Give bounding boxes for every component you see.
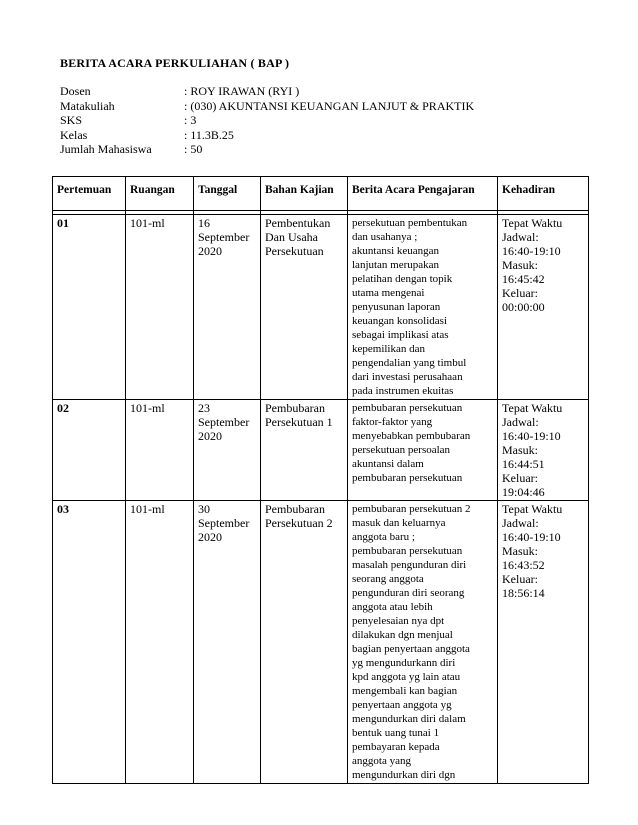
info-label: Dosen [60, 84, 91, 98]
cell-kehadiran-line: Jadwal: [502, 516, 539, 530]
cell-berita-acara-line: mengundurkan diri dalam [352, 713, 466, 725]
cell-kehadiran-line: 16:40-19:10 [502, 244, 561, 258]
cell-tanggal-line: 2020 [198, 429, 222, 443]
header-bahan-kajian: Bahan Kajian [261, 177, 348, 211]
info-value: : 11.3B.25 [184, 127, 234, 142]
cell-berita-acara-line: anggota atau lebih [352, 601, 433, 613]
info-row-jumlah-mahasiswa [60, 142, 474, 157]
cell-bahan-kajian [261, 215, 348, 400]
cell-tanggal [194, 215, 261, 400]
cell-pertemuan: 03 [53, 501, 126, 784]
cell-berita-acara-line: pengunduran diri seorang [352, 587, 465, 599]
cell-berita-acara [348, 501, 498, 784]
cell-tanggal-line: 16 [198, 216, 210, 230]
cell-berita-acara [348, 215, 498, 400]
cell-kehadiran-line: 16:40-19:10 [502, 530, 561, 544]
cell-kehadiran-line: Keluar: [502, 572, 538, 586]
table-row [53, 215, 589, 400]
cell-kehadiran-line: 16:45:42 [502, 272, 545, 286]
cell-bahan-kajian-line: Dan Usaha [265, 230, 318, 244]
cell-kehadiran-line: 19:04:46 [502, 485, 545, 499]
cell-berita-acara-line: pembubaran persekutuan 2 [352, 503, 471, 515]
cell-kehadiran [498, 215, 589, 400]
cell-tanggal-line: 23 [198, 401, 210, 415]
cell-kehadiran-line: Keluar: [502, 471, 538, 485]
cell-berita-acara-line: bagian penyertaan anggota [352, 643, 470, 655]
cell-berita-acara-line: pengendalian yang timbul [352, 357, 467, 369]
cell-berita-acara-line: kpd anggota yg lain atau [352, 671, 461, 683]
cell-bahan-kajian [261, 400, 348, 501]
cell-tanggal-line: September [198, 516, 250, 530]
cell-ruangan: 101-ml [126, 400, 194, 501]
cell-berita-acara-line: mengundurkan diri dgn [352, 769, 456, 781]
cell-kehadiran-line: Masuk: [502, 443, 538, 457]
cell-berita-acara-line: dilakukan dgn menjual [352, 629, 453, 641]
cell-berita-acara-line: pembubaran persekutuan [352, 472, 463, 484]
cell-berita-acara-line: masuk dan keluarnya [352, 517, 446, 529]
info-row-sks [60, 113, 474, 128]
cell-berita-acara-line: yg mengundurkann diri [352, 657, 456, 669]
cell-tanggal-line: September [198, 230, 250, 244]
cell-berita-acara-line: pembubaran persekutuan [352, 545, 463, 557]
cell-berita-acara-line: persekutuan pembentukan [352, 217, 468, 229]
cell-kehadiran-line: Tepat Waktu [502, 502, 563, 516]
cell-tanggal-line: September [198, 415, 250, 429]
info-value: : 3 [184, 113, 197, 127]
info-value: : 50 [184, 142, 203, 156]
header-kehadiran: Kehadiran [498, 177, 589, 211]
cell-kehadiran [498, 400, 589, 501]
cell-berita-acara [348, 400, 498, 501]
cell-kehadiran-line: 18:56:14 [502, 586, 545, 600]
header-tanggal: Tanggal [194, 177, 261, 211]
cell-berita-acara-line: menyebabkan pembubaran [352, 430, 471, 442]
cell-tanggal [194, 400, 261, 501]
cell-kehadiran-line: Jadwal: [502, 415, 539, 429]
info-label: SKS [60, 113, 83, 127]
cell-pertemuan: 02 [53, 400, 126, 501]
info-label: Matakuliah [60, 98, 115, 113]
cell-berita-acara-line: masalah pengunduran diri [352, 559, 467, 571]
cell-berita-acara-line: mengembali kan bagian [352, 685, 458, 697]
cell-tanggal-line: 2020 [198, 244, 222, 258]
cell-kehadiran-line: Tepat Waktu [502, 401, 563, 415]
cell-berita-acara-line: faktor-faktor yang [352, 416, 433, 428]
cell-kehadiran-line: 16:44:51 [502, 457, 545, 471]
cell-kehadiran [498, 501, 589, 784]
info-label: Jumlah Mahasiswa [60, 142, 152, 156]
info-value: : (030) AKUNTANSI KEUANGAN LANJUT & PRAKTIK [184, 98, 475, 113]
cell-berita-acara-line: penyusunan laporan [352, 301, 441, 313]
info-label: Kelas [60, 127, 88, 142]
cell-bahan-kajian-line: Persekutuan 1 [265, 415, 333, 429]
cell-kehadiran-line: Masuk: [502, 544, 538, 558]
cell-tanggal-line: 30 [198, 502, 210, 516]
cell-bahan-kajian-line: Persekutuan [265, 244, 324, 258]
cell-berita-acara-line: akuntansi keuangan [352, 245, 440, 257]
cell-berita-acara-line: penyertaan anggota yg [352, 699, 452, 711]
cell-kehadiran-line: 16:40-19:10 [502, 429, 561, 443]
cell-berita-acara-line: anggota yang [352, 755, 411, 767]
header-pertemuan: Pertemuan [53, 177, 126, 211]
info-row-dosen [60, 84, 474, 99]
cell-berita-acara-line: keuangan konsolidasi [352, 315, 448, 327]
cell-berita-acara-line: utama mengenai [352, 287, 425, 299]
table-row [53, 400, 589, 501]
cell-berita-acara-line: penyelesaian nya dpt [352, 615, 445, 627]
cell-ruangan: 101-ml [126, 501, 194, 784]
cell-kehadiran-line: Jadwal: [502, 230, 539, 244]
cell-berita-acara-line: persekutuan persoalan [352, 444, 451, 456]
cell-berita-acara-line: kepemilikan dan [352, 343, 426, 355]
cell-kehadiran-line: Keluar: [502, 286, 538, 300]
cell-pertemuan: 01 [53, 215, 126, 400]
cell-tanggal [194, 501, 261, 784]
info-row-matakuliah [60, 99, 474, 114]
cell-bahan-kajian-line: Pembentukan [265, 216, 331, 230]
cell-berita-acara-line: seorang anggota [352, 573, 424, 585]
bap-table [52, 176, 589, 784]
cell-berita-acara-line: anggota baru ; [352, 531, 415, 543]
cell-berita-acara-line: dari investasi perusahaan [352, 371, 463, 383]
cell-berita-acara-line: akuntansi dalam [352, 458, 424, 470]
cell-berita-acara-line: pembayaran kepada [352, 741, 440, 753]
cell-berita-acara-line: pelatihan dengan topik [352, 273, 453, 285]
cell-bahan-kajian-line: Persekutuan 2 [265, 516, 333, 530]
cell-berita-acara-line: pada instrumen ekuitas [352, 385, 454, 397]
cell-berita-acara-line: pembubaran persekutuan [352, 402, 463, 414]
cell-kehadiran-line: Masuk: [502, 258, 538, 272]
document-title: BERITA ACARA PERKULIAHAN ( BAP ) [60, 56, 290, 70]
table-body [53, 211, 589, 784]
info-value: : ROY IRAWAN (RYI ) [184, 84, 300, 98]
header-ruangan: Ruangan [126, 177, 194, 211]
cell-berita-acara-line: bentuk uang tunai 1 [352, 727, 440, 739]
cell-tanggal-line: 2020 [198, 530, 222, 544]
cell-bahan-kajian-line: Pembubaran [265, 401, 325, 415]
cell-bahan-kajian [261, 501, 348, 784]
cell-kehadiran-line: 00:00:00 [502, 300, 545, 314]
cell-kehadiran-line: 16:43:52 [502, 558, 545, 572]
cell-bahan-kajian-line: Pembubaran [265, 502, 325, 516]
table-header-row [53, 177, 589, 211]
course-info [60, 84, 474, 157]
cell-berita-acara-line: lanjutan merupakan [352, 259, 440, 271]
cell-kehadiran-line: Tepat Waktu [502, 216, 563, 230]
header-berita-acara: Berita Acara Pengajaran [348, 177, 498, 211]
info-row-kelas [60, 128, 474, 143]
table-row [53, 501, 589, 784]
cell-berita-acara-line: sebagai implikasi atas [352, 329, 449, 341]
cell-berita-acara-line: dan usahanya ; [352, 231, 418, 243]
cell-ruangan: 101-ml [126, 215, 194, 400]
